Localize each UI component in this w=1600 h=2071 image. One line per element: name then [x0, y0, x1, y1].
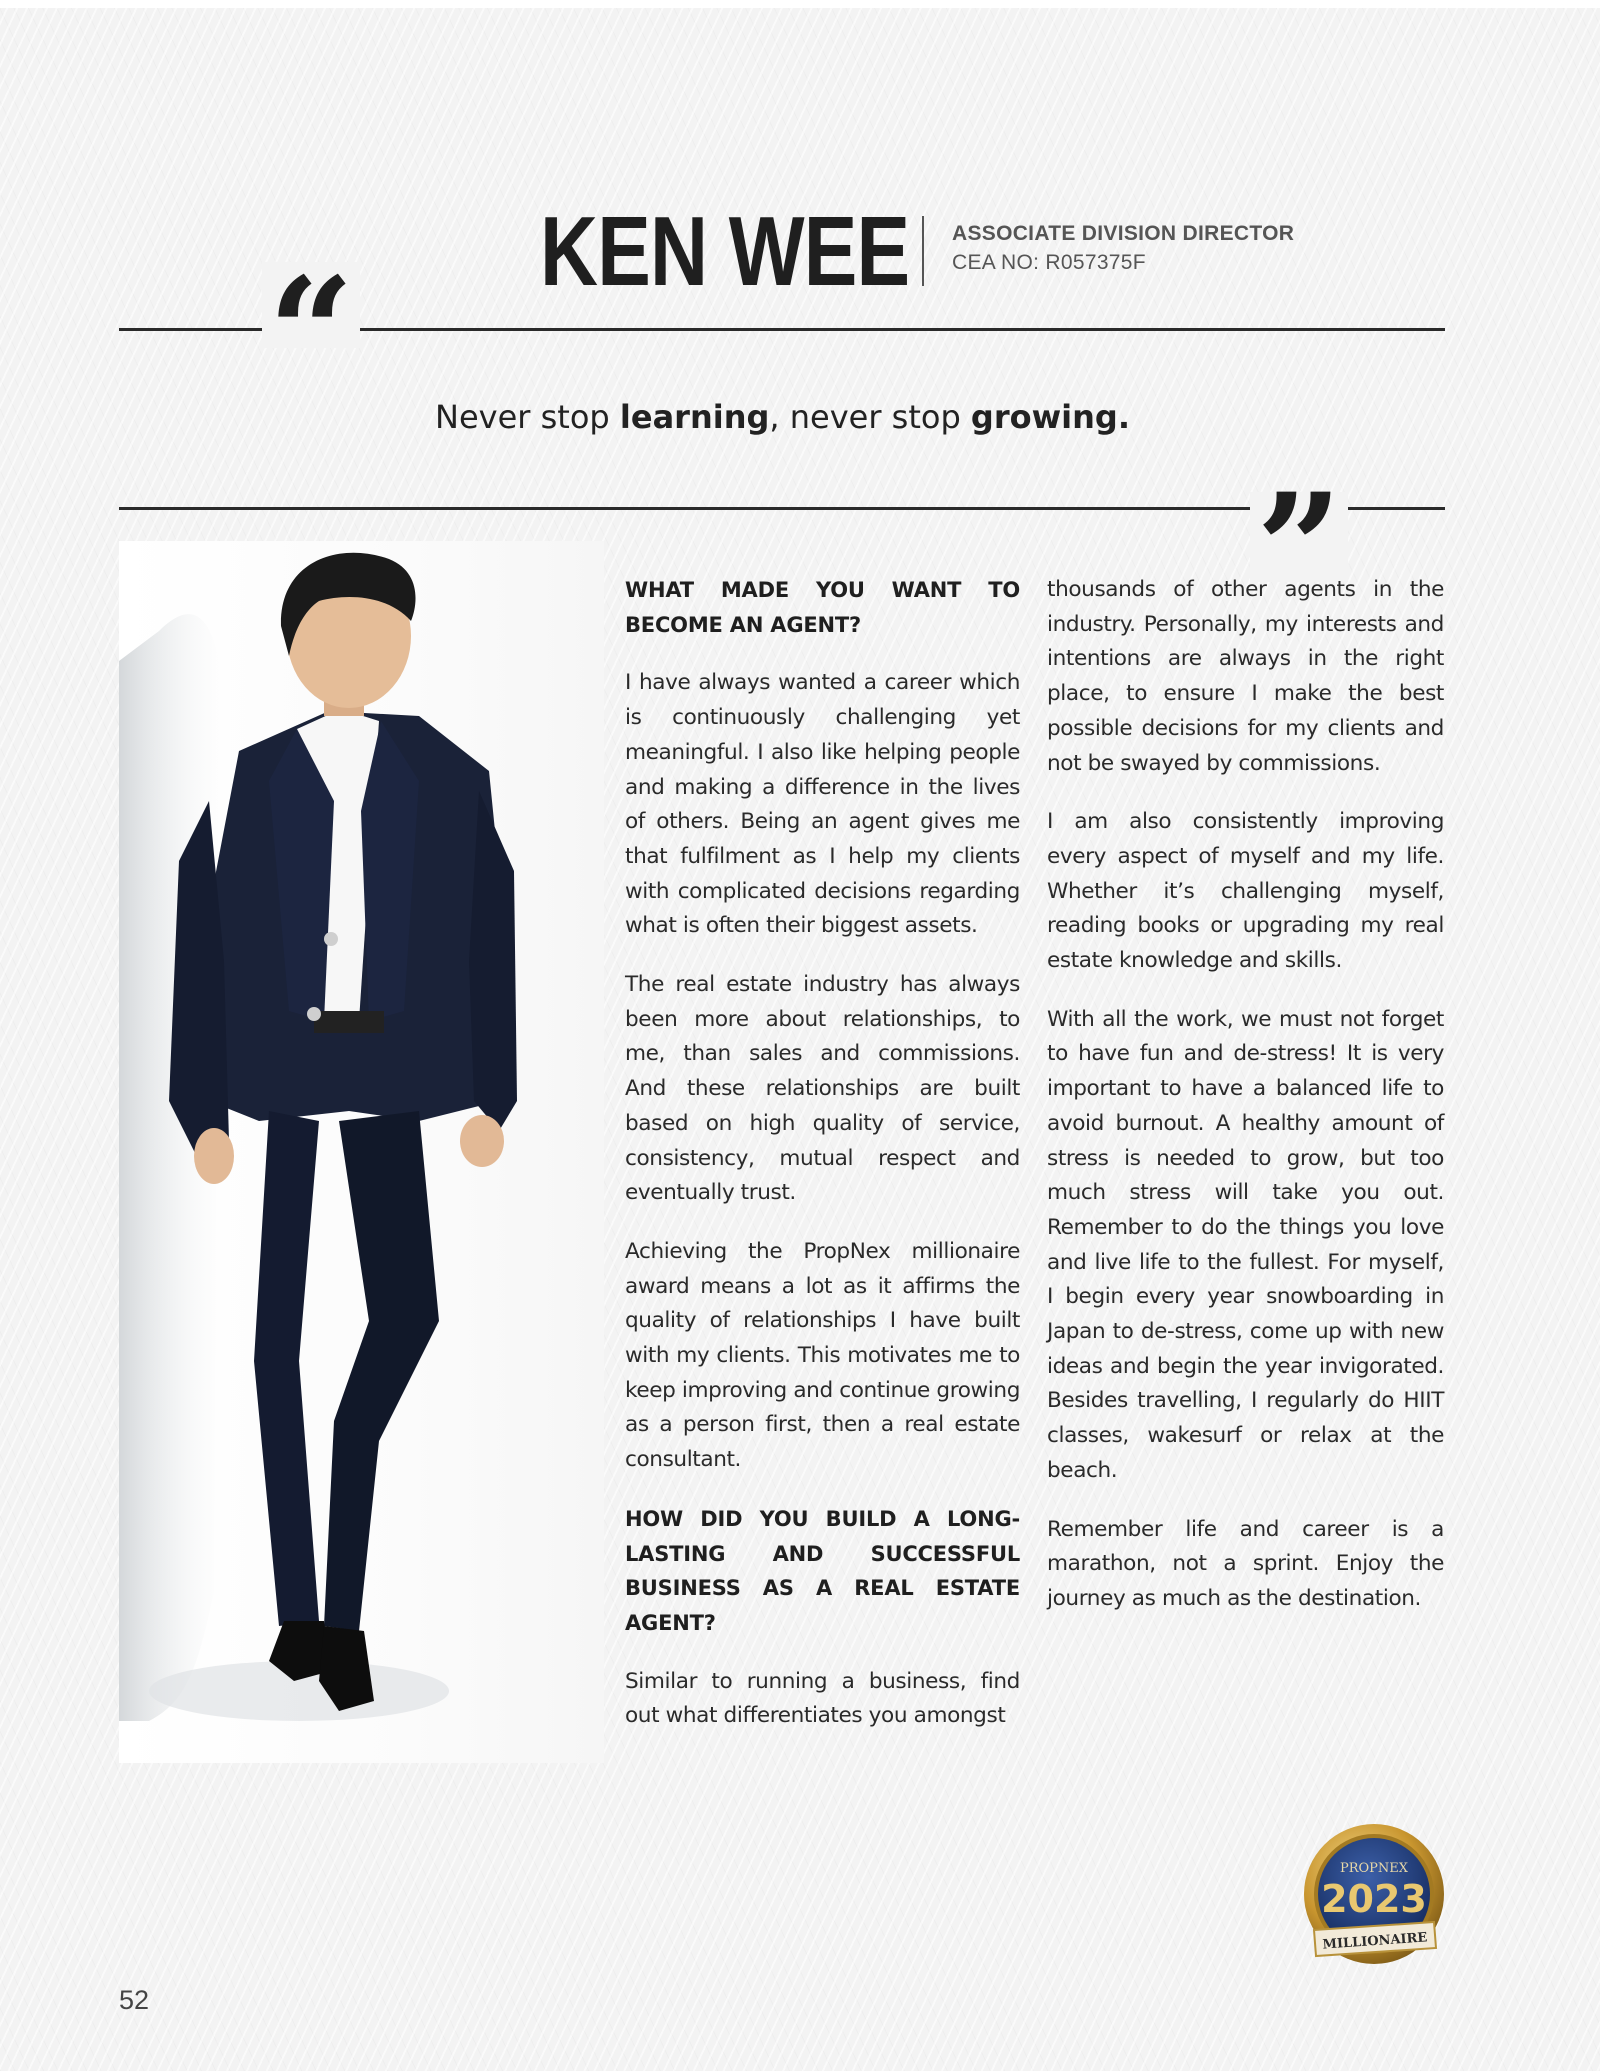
name-divider	[922, 216, 924, 286]
close-quote-icon: ”	[1250, 492, 1348, 582]
article-column-left	[625, 573, 1020, 1758]
millionaire-award-badge	[1298, 1822, 1450, 1974]
question-heading-2: HOW DID YOU BUILD A LONG-LASTING AND SUCCESSFUL BUSINESS AS A REAL ESTATE AGENT?	[625, 1506, 1020, 1635]
cea-number: CEA NO: R057375F	[952, 251, 1146, 274]
agent-name: KEN WEE	[540, 196, 910, 306]
award-seal-icon	[1298, 1822, 1450, 1974]
answer-paragraph-1: I have always wanted a career which is continuously challenging yet meaningful. I also like helping people and making a difference in the lives of others. Being an agent gives me that fulfilment as I help my clients with complicated decisions regarding what is often their biggest assets.	[625, 670, 1020, 939]
pull-quote	[0, 398, 1565, 436]
person-in-suit-icon	[119, 541, 604, 1763]
answer-paragraph-7: With all the work, we must not forget to have fun and de-stress! It is very important to have a balanced life to avoid burnout. A healthy amount of stress is needed to grow, but too much stress will take you out. Remember to do the things you love and live life to the fullest. For myself, I begin every year snowboarding in Japan to de-stress, come up with new ideas and begin the year invigorated. Besides travelling, I regularly do HIIT classes, wakesurf or relax at the beach.	[1047, 1006, 1444, 1483]
answer-paragraph-8: Remember life and career is a marathon, not a sprint. Enjoy the journey as much as the destination.	[1047, 1516, 1444, 1611]
page-number: 52	[119, 1985, 150, 2015]
open-quote-icon: “	[262, 262, 360, 348]
badge-year: 2023	[1321, 1877, 1427, 1921]
badge-brand: PROPNEX	[1339, 1861, 1409, 1876]
pull-quote-bold1: learning	[619, 398, 770, 436]
article-column-right	[1047, 573, 1444, 1641]
pull-quote-bold2: growing.	[970, 398, 1130, 436]
page-top-band	[0, 0, 1600, 8]
answer-paragraph-5: thousands of other agents in the industry. Personally, my interests and intentions are always in the right place, to ensure I make the best possible decisions for my clients and not be swayed by commissions.	[1047, 577, 1444, 776]
badge-ribbon: MILLIONAIRE	[1322, 1930, 1428, 1953]
answer-paragraph-2: The real estate industry has always been more about relationships, to me, than sales and commissions. And these relationships are built based on high quality of service, consistency, mutual respect and eventually trust.	[625, 972, 1020, 1206]
agent-photo	[119, 541, 604, 1763]
agent-role: ASSOCIATE DIVISION DIRECTOR	[952, 222, 1295, 245]
answer-paragraph-6: I am also consistently improving every aspect of myself and my life. Whether it’s challenging myself, reading books or upgrading my real estate knowledge and skills.	[1047, 809, 1444, 974]
answer-paragraph-4: Similar to running a business, find out what differentiates you amongst	[625, 1668, 1020, 1729]
bottom-rule	[119, 507, 1445, 510]
question-heading-1: WHAT MADE YOU WANT TO BECOME AN AGENT?	[625, 578, 1020, 637]
pull-quote-part2: , never stop	[769, 398, 971, 436]
pull-quote-part1: Never stop	[435, 398, 620, 436]
answer-paragraph-3: Achieving the PropNex millionaire award means a lot as it affirms the quality of relationships I have built with my clients. This motivates me to keep improving and continue growing as a person first, then a real estate consultant.	[625, 1238, 1020, 1473]
